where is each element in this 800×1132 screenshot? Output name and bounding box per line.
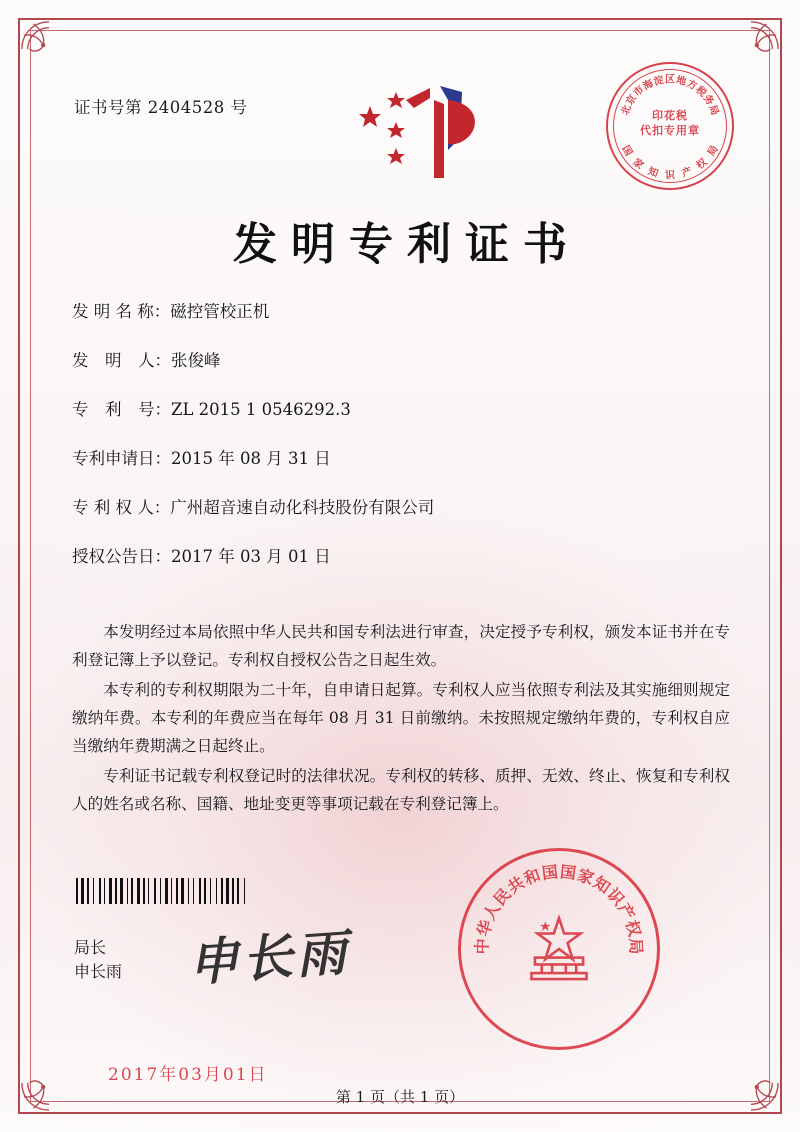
field-row	[72, 298, 732, 322]
field-value: 张俊峰	[171, 351, 221, 370]
tax-stamp-seal	[606, 62, 734, 190]
body-paragraph: 本发明经过本局依照中华人民共和国专利法进行审查，决定授予专利权，颁发本证书并在专利登记簿上予以登记。专利权自授权公告之日起生效。	[72, 623, 730, 669]
seal-center-line-1: 印花税	[652, 109, 688, 122]
field-label: 专 利 号：	[72, 400, 171, 419]
field-value: ZL 2015 1 0546292.3	[171, 400, 351, 419]
field-row	[72, 494, 732, 518]
seal-center-line-2: 代扣专用章	[640, 124, 700, 137]
page-number: 第 1 页（共 1 页）	[335, 1088, 465, 1106]
body-paragraph: 专利证书记载专利权登记时的法律状况。专利权的转移、质押、无效、终止、恢复和专利权人的姓名或名称、国籍、地址变更等事项记载在专利登记簿上。	[72, 767, 730, 813]
field-value: 广州超音速自动化科技股份有限公司	[170, 498, 435, 517]
field-row	[72, 445, 732, 469]
field-row	[72, 543, 732, 567]
patent-fields-list	[72, 298, 732, 592]
field-label: 授权公告日：	[72, 547, 171, 566]
certificate-number: 证书号第 2404528 号	[74, 98, 248, 117]
signatory-name: 申长雨	[74, 962, 123, 981]
field-label: 专利申请日：	[72, 449, 171, 468]
field-row	[72, 347, 732, 371]
handwritten-signature: 申长雨	[186, 922, 353, 993]
cnipa-logo-icon	[344, 78, 484, 188]
field-value: 磁控管校正机	[170, 302, 270, 321]
signatory-title: 局长	[74, 938, 107, 957]
national-emblem-icon	[516, 904, 602, 990]
body-paragraph: 本专利的专利权期限为二十年，自申请日起算。专利权人应当依照专利法及其实施细则规定缴纳年费。本专利的年费应当在每年 08 月 31 日前缴纳。未按照规定缴纳年费的，专利权自应当缴纳年费期满之日起终止。	[72, 681, 730, 755]
national-office-seal	[458, 848, 660, 1050]
field-label: 发 明 名 称：	[72, 302, 171, 321]
field-value: 2015 年 08 月 31 日	[171, 449, 331, 468]
field-label: 专 利 权 人：	[72, 498, 171, 517]
field-row	[72, 396, 732, 420]
seal-center-text	[608, 108, 732, 138]
barcode	[76, 878, 296, 904]
seal-arc-bottom-text: 国 家 知 识 产 权 局	[619, 143, 721, 182]
seal-arc-top-text: 北 京 市 海 淀 区 地 方 税 务 局	[619, 74, 721, 117]
signatory-block	[74, 936, 122, 984]
seal-date-stamp: 2017年03月01日	[108, 1065, 268, 1085]
seal-arc-text: 中 华 人 民 共 和 国 国 家 知 识 产 权 局	[472, 862, 646, 955]
field-label: 发 明 人：	[72, 351, 171, 370]
legal-body-text	[72, 618, 730, 820]
document-title: 发明专利证书	[233, 219, 581, 270]
field-value: 2017 年 03 月 01 日	[171, 547, 331, 566]
